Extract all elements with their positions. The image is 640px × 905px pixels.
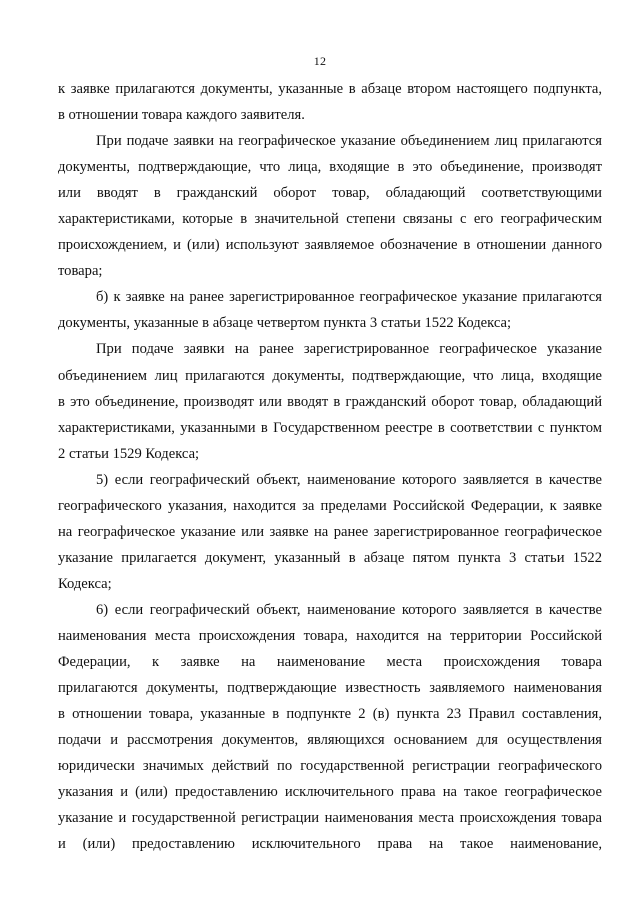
text-line: указания и (или) предоставлению исключительного права на такое географическое — [58, 784, 602, 801]
text-line: товара; — [58, 263, 103, 280]
text-line: 6) если географический объект, наименование которого заявляется в качестве — [96, 601, 602, 618]
text-line: или вводят в гражданский оборот товар, обладающий соответствующими — [58, 185, 602, 202]
text-line: указание прилагается документ, указанный в абзаце пятом пункта 3 статьи 1522 — [58, 549, 602, 566]
text-line: к заявке прилагаются документы, указанные в абзаце втором настоящего подпункта, — [58, 81, 602, 97]
text-line: документы, указанные в абзаце четвертом пункта 3 статьи 1522 Кодекса; — [58, 315, 512, 332]
text-line: в отношении товара, указанные в подпункте 2 (в) пункта 23 Правил составления, — [58, 706, 602, 723]
text-line: в отношении товара каждого заявителя. — [58, 107, 305, 124]
text-line: б) к заявке на ранее зарегистрированное географическое указание прилагаются — [96, 289, 602, 306]
text-line: и (или) предоставлению исключительного права на такое наименование, — [58, 836, 602, 853]
text-line: юридически значимых действий по государственной регистрации географического — [58, 758, 602, 775]
text-line: Кодекса; — [58, 575, 112, 592]
text-line: происхождением, и (или) используют заявляемое обозначение в отношении данного — [58, 237, 602, 254]
text-line: прилагаются документы, подтверждающие известность заявляемого наименования — [58, 680, 602, 697]
text-line: 5) если географический объект, наименование которого заявляется в качестве — [96, 471, 602, 488]
text-line: в это объединение, производят или вводят в гражданский оборот товар, обладающий — [58, 393, 602, 410]
text-line: наименования места происхождения товара, находится на территории Российской — [58, 627, 602, 644]
text-line: характеристиками, указанными в Государственном реестре в соответствии с пунктом — [58, 419, 602, 436]
document-body — [58, 76, 602, 857]
text-line: документы, подтверждающие, что лица, входящие в это объединение, производят — [58, 159, 602, 176]
text-line: на географическое указание или заявке на ранее зарегистрированное географическое — [58, 523, 602, 540]
text-line: 2 статьи 1529 Кодекса; — [58, 445, 200, 462]
text-line: подачи и рассмотрения документов, являющихся основанием для осуществления — [58, 732, 602, 749]
text-line: характеристиками, которые в значительной степени связаны с его географическим — [58, 211, 602, 228]
text-line: указание и государственной регистрации наименования места происхождения товара — [58, 810, 602, 827]
text-line: При подаче заявки на географическое указание объединением лиц прилагаются — [96, 133, 602, 150]
text-line: объединением лиц прилагаются документы, подтверждающие, что лица, входящие — [58, 367, 602, 384]
page-number: 12 — [313, 54, 327, 68]
text-line: Федерации, к заявке на наименование места происхождения товара — [58, 654, 602, 671]
text-line: географического указания, находится за пределами Российской Федерации, к заявке — [58, 497, 602, 514]
text-line: При подаче заявки на ранее зарегистрированное географическое указание — [96, 341, 602, 358]
